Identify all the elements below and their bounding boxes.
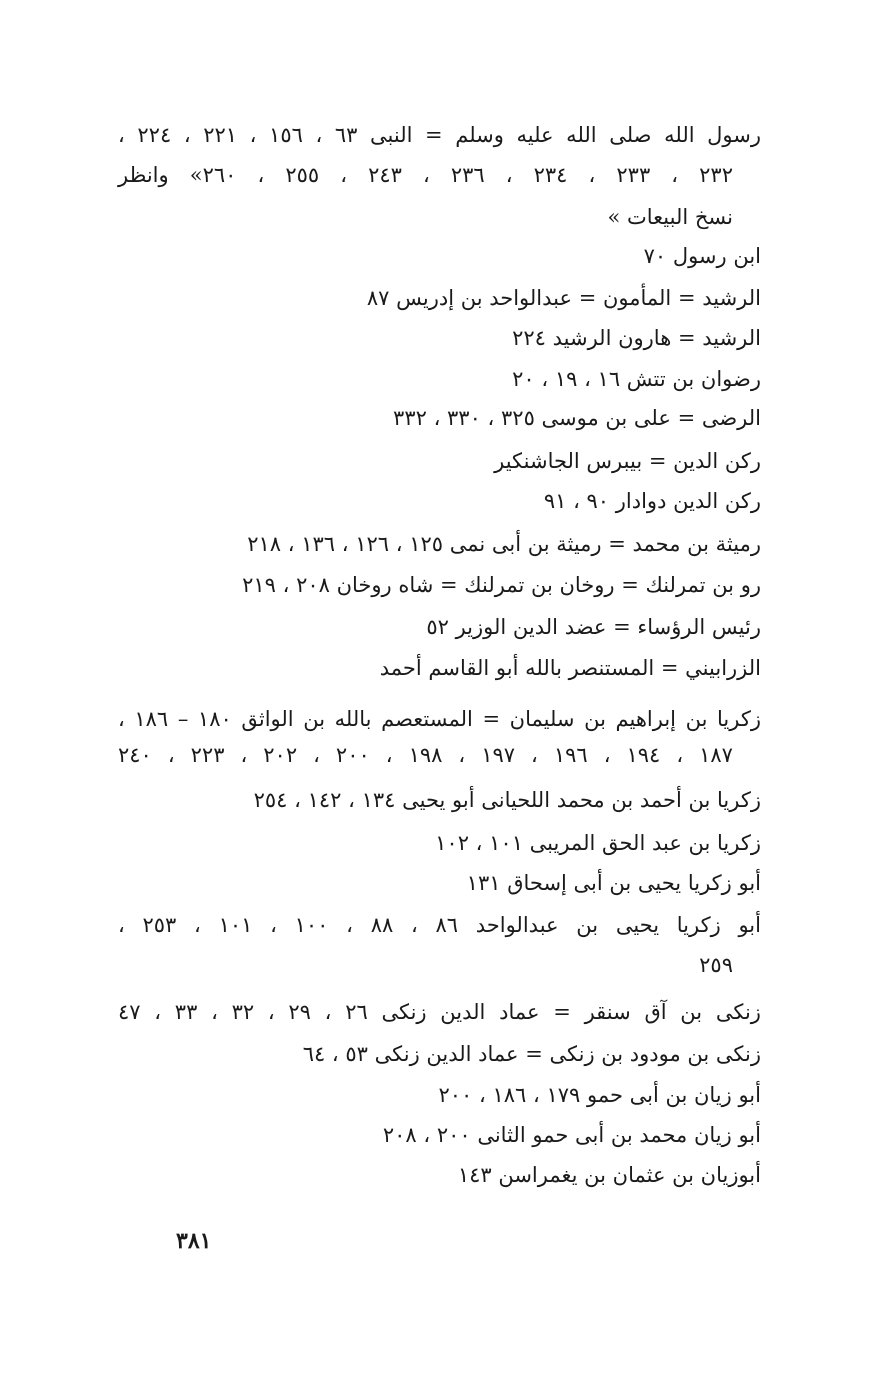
index-entry: زنكى بن مودود بن زنكى = عماد الدين زنكى ٥٣ ، ٦٤ [302,1042,761,1066]
index-entry: زكريا بن عبد الحق المريبى ١٠١ ، ١٠٢ [435,831,761,855]
index-entry: الرضى = على بن موسى ٣٢٥ ، ٣٣٠ ، ٣٣٢ [393,406,761,430]
index-entry: زنكى بن آق سنقر = عماد الدين زنكى ٢٦ ، ٢٩ ، ٣٢ ، ٣٣ ، ٤٧ [118,1000,761,1024]
index-entry: رميثة بن محمد = رميثة بن أبى نمى ١٢٥ ، ١٢٦ ، ١٣٦ ، ٢١٨ [247,532,761,556]
index-entry: الزرابيني = المستنصر بالله أبو القاسم أحمد [379,656,761,680]
index-entry: أبوزيان بن عثمان بن يغمراسن ١٤٣ [457,1163,761,1187]
index-entry: رو بن تمرلنك = روخان بن تمرلنك = شاه روخان ٢٠٨ ، ٢١٩ [242,573,761,597]
index-entry-rasul-allah: رسول الله صلى الله عليه وسلم = النبى ٦٣ ، ١٥٦ ، ٢٢١ ، ٢٢٤ ، [118,123,761,147]
index-entry: الرشيد = المأمون = عبدالواحد بن إدريس ٨٧ [366,286,761,310]
index-entry: رضوان بن تتش ١٦ ، ١٩ ، ٢٠ [512,367,761,391]
index-entry: أبو زيان بن أبى حمو ١٧٩ ، ١٨٦ ، ٢٠٠ [438,1083,761,1107]
index-entry: رئيس الرؤساء = عضد الدين الوزير ٥٢ [426,615,761,639]
index-entry: الرشيد = هارون الرشيد ٢٢٤ [512,326,761,350]
index-entry-cont: ١٨٧ ، ١٩٤ ، ١٩٦ ، ١٩٧ ، ١٩٨ ، ٢٠٠ ، ٢٠٢ ، ٢٢٣ ، ٢٤٠ [118,743,733,767]
index-entry: ركن الدين دوادار ٩٠ ، ٩١ [543,489,761,513]
index-entry: أبو زيان محمد بن أبى حمو الثانى ٢٠٠ ، ٢٠٨ [382,1123,761,1147]
index-entry: ابن رسول ٧٠ [643,244,761,268]
index-entry: ركن الدين = بيبرس الجاشنكير [494,449,761,473]
index-entry: زكريا بن إبراهيم بن سليمان = المستعصم بالله بن الواثق ١٨٠ – ١٨٦ ، [118,707,761,731]
index-entry: أبو زكريا يحيى بن أبى إسحاق ١٣١ [466,871,761,895]
index-entry: أبو زكريا يحيى بن عبدالواحد ٨٦ ، ٨٨ ، ١٠٠ ، ١٠١ ، ٢٥٣ ، [118,913,761,937]
page-number: ٣٨١ [176,1228,212,1254]
index-entry-cont: ٢٥٩ [699,953,733,977]
index-entry-rasul-allah-cont: ٢٣٢ ، ٢٣٣ ، ٢٣٤ ، ٢٣٦ ، ٢٤٣ ، ٢٥٥ ، ٢٦٠» وانظر [118,163,733,187]
index-entry: زكريا بن أحمد بن محمد اللحيانى أبو يحيى ١٣٤ ، ١٤٢ ، ٢٥٤ [253,788,761,812]
index-entry-rasul-allah-cont2: نسخ البيعات » [607,205,733,229]
